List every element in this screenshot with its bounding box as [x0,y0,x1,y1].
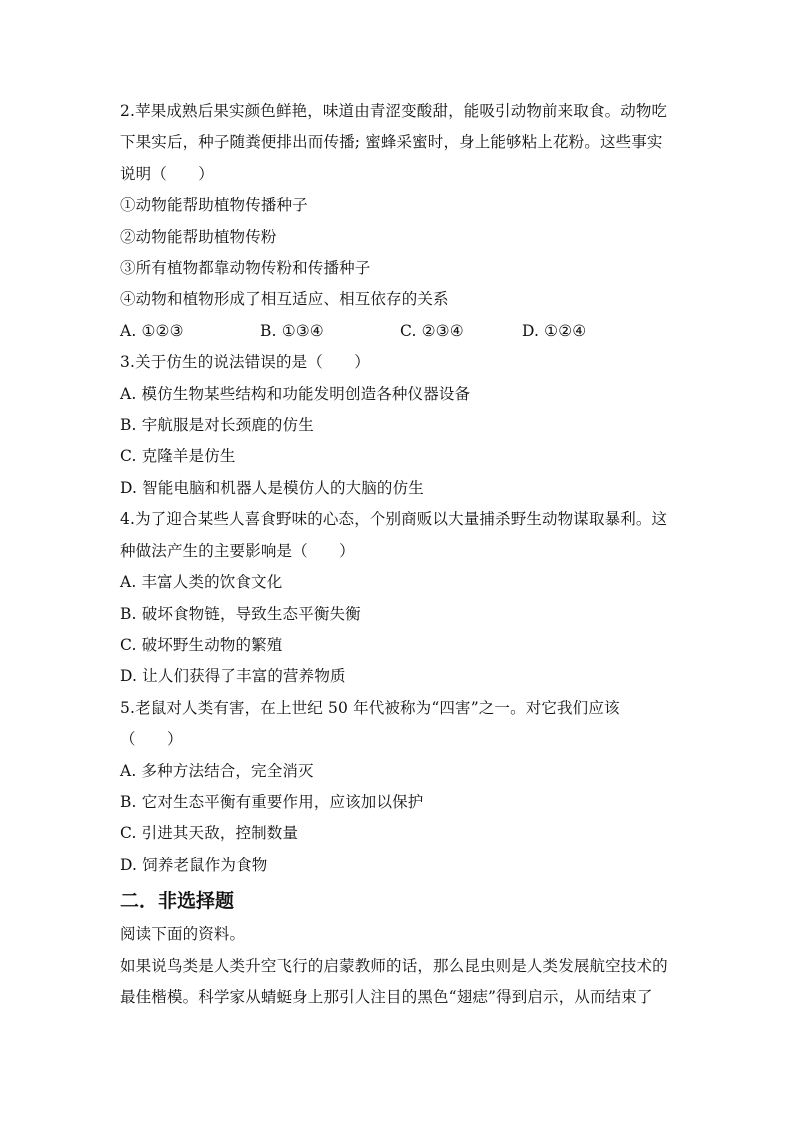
q2-stem-line-2: 下果实后，种子随粪便排出而传播; 蜜蜂采蜜时，身上能够粘上花粉。这些事实 [120,133,663,152]
q3-option-d: D. 智能电脑和机器人是模仿人的大脑的仿生 [120,478,424,497]
q5-option-a: A. 多种方法结合，完全消灭 [120,761,314,780]
section-heading: 二．非选择题 [120,890,235,913]
q5-stem-line-2: （ ） [120,730,183,749]
q5-option-d: D. 饲养老鼠作为食物 [120,855,268,874]
q3-option-c: C. 克隆羊是仿生 [120,447,236,466]
q3-stem: 3.关于仿生的说法错误的是（ ） [120,353,370,372]
q2-stem-line-1: 2.苹果成熟后果实颜色鲜艳，味道由青涩变酸甜，能吸引动物前来取食。动物吃 [120,102,668,120]
q4-stem-line-1: 4.为了迎合某些人喜食野味的心态，个别商贩以大量捕杀野生动物谋取暴利。这 [120,510,668,529]
q2-option-b: B. ①③④ [260,321,324,340]
passage-line-1: 如果说鸟类是人类升空飞行的启蒙教师的话，那么昆虫则是人类发展航空技术的 [120,956,668,975]
q2-stem-line-3: 说明（ ） [120,164,214,183]
q4-option-b: B. 破坏食物链，导致生态平衡失衡 [120,604,361,623]
q5-option-c: C. 引进其天敌，控制数量 [120,824,299,843]
q4-stem-line-2: 种做法产生的主要影响是（ ） [120,541,355,560]
q5-stem-line-1: 5.老鼠对人类有害，在上世纪 50 年代被称为“四害”之一。对它我们应该 [120,698,620,717]
q4-option-c: C. 破坏野生动物的繁殖 [120,635,283,654]
q2-statement-4: ④动物和植物形成了相互适应、相互依存的关系 [120,290,449,309]
q2-options [120,316,690,347]
q2-statement-2: ②动物能帮助植物传粉 [120,227,277,246]
q4-option-d: D. 让人们获得了丰富的营养物质 [120,667,346,686]
q5-option-b: B. 它对生态平衡有重要作用，应该加以保护 [120,792,424,811]
q2-option-d: D. ①②④ [522,321,587,340]
q2-statement-1: ①动物能帮助植物传播种子 [120,196,308,215]
reading-intro: 阅读下面的资料。 [120,925,246,944]
q4-option-a: A. 丰富人类的饮食文化 [120,573,283,592]
passage-line-2: 最佳楷模。科学家从蜻蜓身上那引人注目的黑色“翅痣”得到启示，从而结束了 [120,987,653,1006]
q2-option-a: A. ①②③ [120,321,184,340]
document-content [120,96,690,1013]
q2-statement-3: ③所有植物都靠动物传粉和传播种子 [120,259,371,278]
q3-option-a: A. 模仿生物某些结构和功能发明创造各种仪器设备 [120,384,471,403]
q2-option-c: C. ②③④ [400,321,464,340]
q3-option-b: B. 宇航服是对长颈鹿的仿生 [120,416,314,435]
